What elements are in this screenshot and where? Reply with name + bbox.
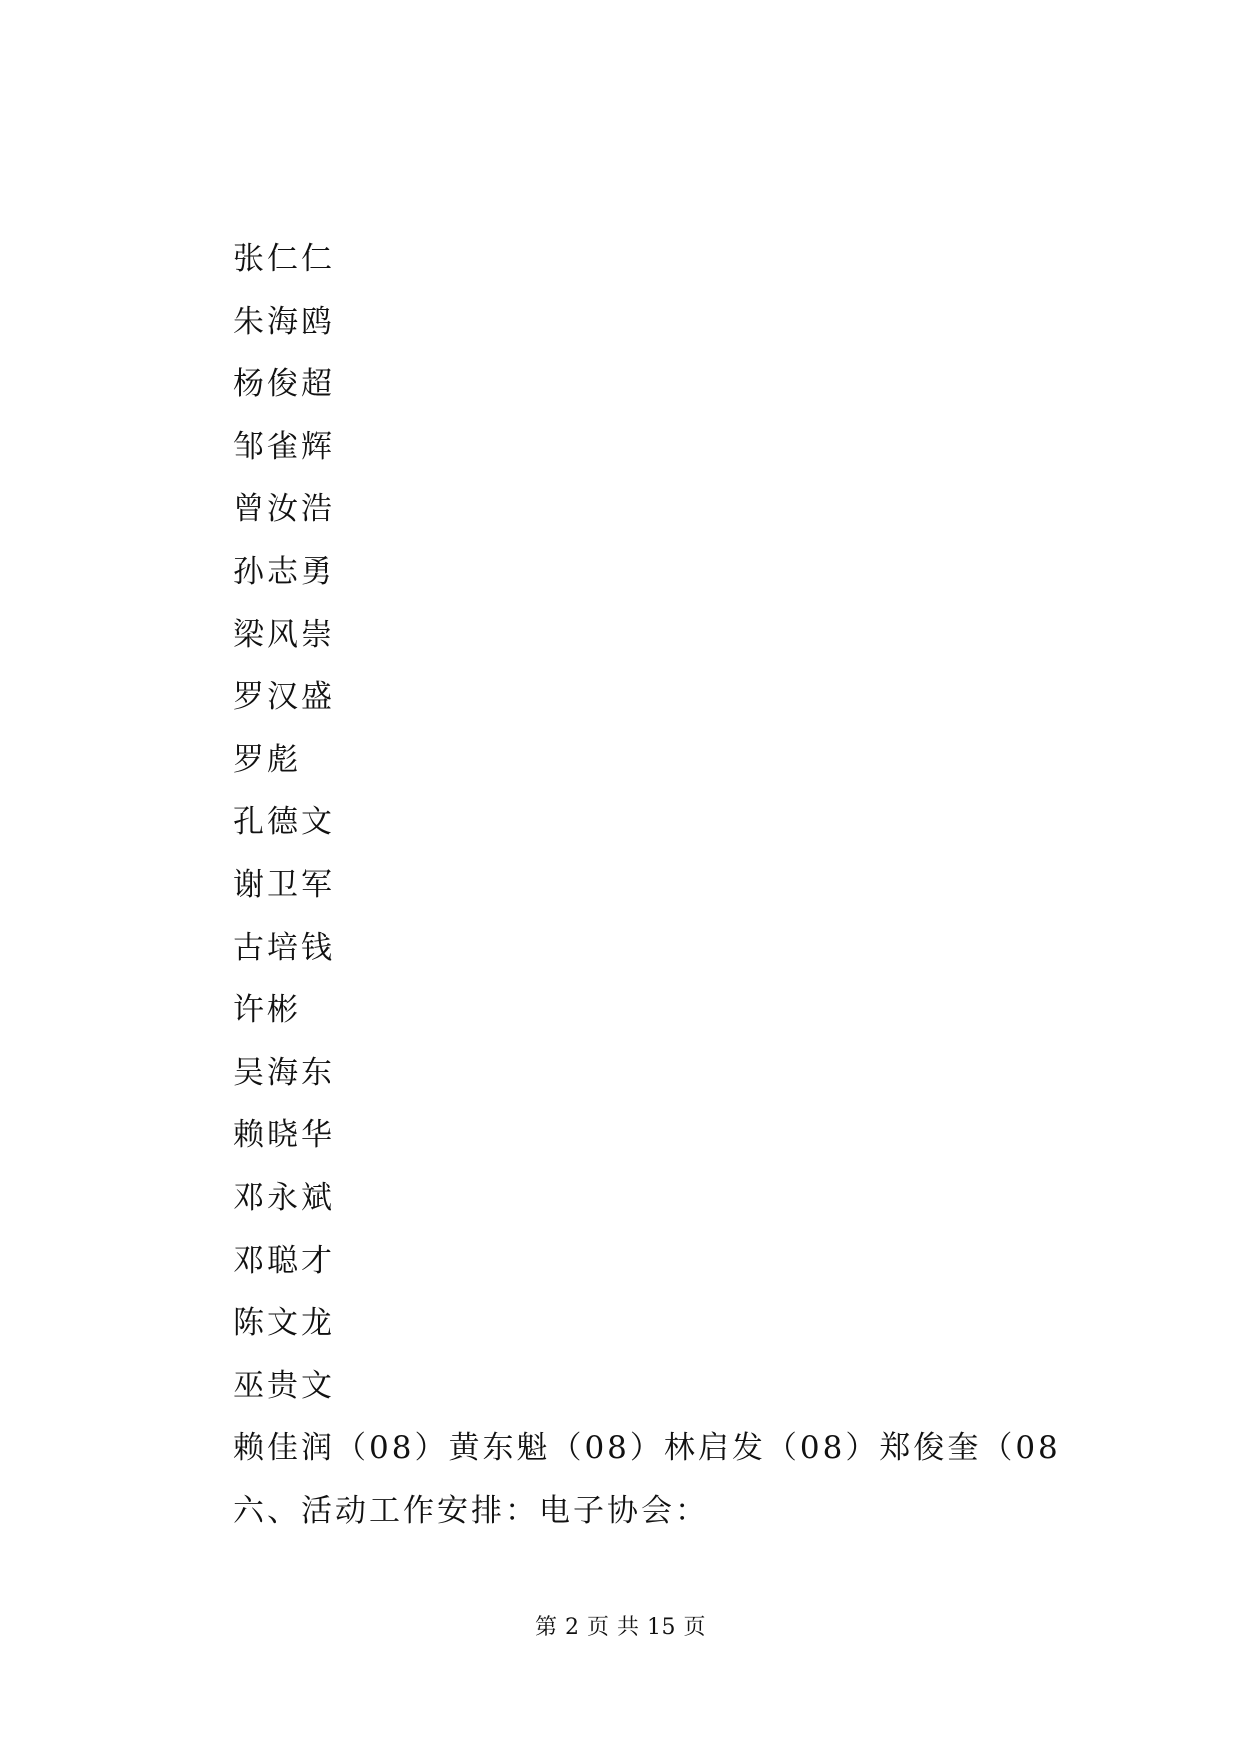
text-line: 赖晓华 <box>233 1117 335 1154</box>
text-line: 陈文龙 <box>233 1305 335 1342</box>
text-line: 张仁仁 <box>233 241 335 277</box>
text-line: 曾汝浩 <box>233 491 335 528</box>
section-heading: 六、活动工作安排：电子协会： <box>233 1492 709 1529</box>
text-line: 朱海鸥 <box>233 303 335 340</box>
text-line: 邓聪才 <box>233 1242 335 1279</box>
text-line: 谢卫军 <box>233 866 335 903</box>
text-line: 许彬 <box>233 992 301 1029</box>
page-footer: 第 2 页 共 15 页 <box>535 1615 706 1640</box>
text-line: 古培钱 <box>233 929 335 966</box>
text-line: 孙志勇 <box>233 553 335 590</box>
text-line: 罗彪 <box>233 741 301 778</box>
text-line: 杨俊超 <box>233 366 335 403</box>
text-line: 邹雀辉 <box>233 428 335 465</box>
text-line: 邓永斌 <box>233 1179 335 1216</box>
text-line: 孔德文 <box>233 804 335 841</box>
text-line: 赖佳润（08）黄东魁（08）林启发（08）郑俊奎（08 <box>233 1430 1061 1467</box>
text-line: 梁风崇 <box>233 616 335 653</box>
text-line: 罗汉盛 <box>233 679 335 716</box>
text-line: 巫贵文 <box>233 1367 335 1404</box>
text-line: 吴海东 <box>233 1054 335 1091</box>
document-body <box>233 228 1061 1542</box>
